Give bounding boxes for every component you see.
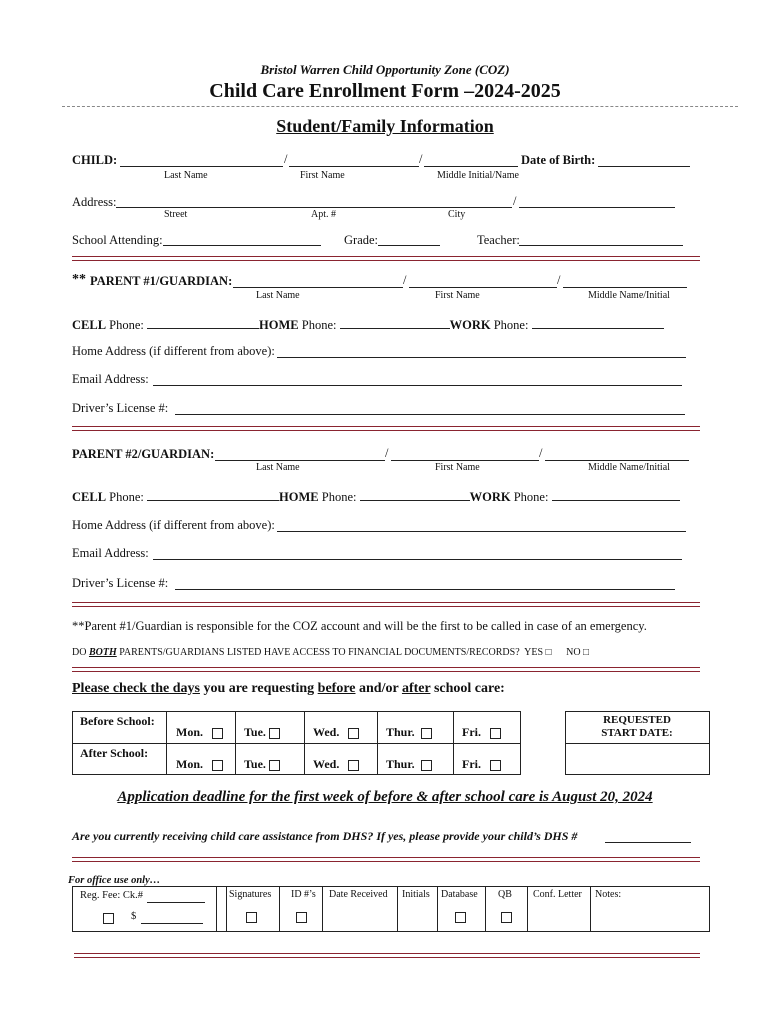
care-table-col: [304, 711, 305, 774]
care-table-col: [235, 711, 236, 774]
access-both: BOTH: [88, 647, 117, 658]
parent1-license-label: Driver’s License #:: [72, 401, 169, 415]
parent2-label: PARENT #2/GUARDIAN:: [72, 447, 215, 461]
address-city-field[interactable]: [519, 207, 675, 208]
child-label: CHILD:: [72, 153, 118, 167]
section-divider: [72, 426, 700, 431]
phone-label: Phone:: [318, 490, 357, 504]
checkbox[interactable]: [212, 760, 223, 771]
day-label: Mon.: [176, 757, 203, 771]
care-heading: [72, 681, 505, 697]
grade-field[interactable]: [378, 245, 440, 246]
access-question: [72, 647, 589, 658]
sub-label-first: First Name: [300, 170, 345, 181]
before-thur[interactable]: [386, 725, 432, 740]
parent2-cell-field[interactable]: [147, 489, 279, 501]
parent2-license-field[interactable]: [175, 589, 675, 590]
deadline-notice: Application deadline for the first week of before & after school care is August 20, 2024: [117, 789, 653, 805]
phone-label: Phone:: [106, 490, 144, 504]
dob-field[interactable]: [598, 166, 690, 167]
access-text: PARENTS/GUARDIANS LISTED HAVE ACCESS TO FINANCIAL DOCUMENTS/RECORDS?: [119, 647, 520, 658]
sub-label-street: Street: [164, 209, 188, 220]
grade-label: Grade:: [344, 233, 379, 247]
parent1-home-address-label: Home Address (if different from above):: [72, 344, 275, 358]
office-col: [437, 886, 438, 931]
office-col: [322, 886, 323, 931]
col-date-received: Date Received: [329, 889, 388, 900]
checkbox[interactable]: [269, 728, 280, 739]
reg-fee-amount-field[interactable]: [141, 923, 203, 924]
parent2-last-name-field[interactable]: [215, 460, 385, 461]
sub-label-last: Last Name: [256, 462, 300, 473]
parent2-work-phone-field[interactable]: [552, 489, 680, 501]
col-initials: Initials: [402, 889, 430, 900]
day-label: Tue.: [244, 725, 266, 739]
section-divider: [72, 256, 700, 261]
parent1-last-name-field[interactable]: [233, 287, 403, 288]
phone-label: Phone:: [106, 318, 144, 332]
access-do: DO: [72, 647, 87, 658]
col-ids: ID #’s: [291, 889, 316, 900]
sub-label-first: First Name: [435, 290, 480, 301]
address-street-field[interactable]: [116, 207, 512, 208]
sub-label-apt: Apt. #: [311, 209, 336, 220]
office-col: [485, 886, 486, 931]
parent2-first-name-field[interactable]: [391, 460, 539, 461]
before-school-label: Before School:: [80, 714, 155, 728]
cell-label: CELL: [72, 490, 107, 504]
parent1-home-address-field[interactable]: [277, 357, 686, 358]
ids-checkbox[interactable]: [296, 912, 307, 923]
care-heading-part: before: [317, 681, 356, 696]
slash: /: [539, 446, 543, 460]
footer-divider: [74, 953, 700, 958]
parent1-label: PARENT #1/GUARDIAN:: [90, 274, 233, 288]
slash: /: [403, 273, 407, 287]
sub-label-last: Last Name: [256, 290, 300, 301]
start-date-label: START DATE:: [601, 727, 673, 739]
office-use-label: For office use only…: [68, 875, 161, 886]
care-heading-part: school care:: [430, 681, 505, 696]
work-label: WORK: [469, 490, 511, 504]
before-tue[interactable]: [244, 725, 280, 740]
section-divider: [72, 602, 700, 607]
parent1-email-label: Email Address:: [72, 372, 149, 386]
dollar-sign: $: [131, 911, 137, 922]
col-notes: Notes:: [595, 889, 622, 900]
after-fri[interactable]: [462, 757, 501, 772]
col-conf-letter: Conf. Letter: [533, 889, 582, 900]
col-qb: QB: [498, 889, 512, 900]
parent1-phones: [72, 317, 664, 333]
day-label: Fri.: [462, 757, 481, 771]
school-label: School Attending:: [72, 233, 163, 247]
dob-label: Date of Birth:: [521, 153, 596, 167]
parent2-email-field[interactable]: [153, 559, 682, 560]
office-col: [527, 886, 528, 931]
qb-checkbox[interactable]: [501, 912, 512, 923]
after-mon[interactable]: [176, 757, 223, 772]
requested-label: REQUESTED: [603, 714, 671, 726]
parent2-home-phone-field[interactable]: [360, 489, 470, 501]
parent1-home-phone-field[interactable]: [340, 317, 450, 329]
parent1-license-field[interactable]: [175, 414, 685, 415]
parent1-cell-field[interactable]: [147, 317, 259, 329]
parent2-home-address-label: Home Address (if different from above):: [72, 518, 275, 532]
child-last-name-field[interactable]: [120, 166, 283, 167]
office-col: [226, 886, 227, 931]
form-title: Child Care Enrollment Form –2024-2025: [209, 80, 561, 102]
parent1-first-name-field[interactable]: [409, 287, 557, 288]
section-title: Student/Family Information: [276, 116, 494, 136]
sub-label-first: First Name: [435, 462, 480, 473]
day-label: Wed.: [313, 757, 340, 771]
checkbox[interactable]: [421, 728, 432, 739]
checkbox[interactable]: [421, 760, 432, 771]
responsibility-note: **Parent #1/Guardian is responsible for the COZ account and will be the first to be called in case of an emergency.: [72, 619, 647, 633]
reg-fee-label: Reg. Fee: Ck.#: [80, 890, 143, 901]
sub-label-middle: Middle Name/Initial: [588, 462, 670, 473]
child-first-name-field[interactable]: [289, 166, 419, 167]
parent2-home-address-field[interactable]: [277, 531, 686, 532]
after-tue[interactable]: [244, 757, 280, 772]
office-col: [279, 886, 280, 931]
phone-label: Phone:: [510, 490, 549, 504]
parent1-email-field[interactable]: [153, 385, 682, 386]
org-name: Bristol Warren Child Opportunity Zone (COZ): [260, 62, 510, 77]
checkbox[interactable]: [348, 728, 359, 739]
after-thur[interactable]: [386, 757, 432, 772]
home-label: HOME: [259, 318, 299, 332]
parent1-middle-name-field[interactable]: [563, 287, 687, 288]
child-middle-name-field[interactable]: [424, 166, 518, 167]
work-label: WORK: [449, 318, 491, 332]
section-divider: [72, 857, 700, 862]
care-table-col: [377, 711, 378, 774]
cell-label: CELL: [72, 318, 107, 332]
sub-label-middle: Middle Name/Initial: [588, 290, 670, 301]
day-label: Fri.: [462, 725, 481, 739]
checkbox[interactable]: [269, 760, 280, 771]
care-heading-part: Please check the days: [72, 681, 200, 696]
after-wed[interactable]: [313, 757, 359, 772]
start-date-field[interactable]: [566, 744, 708, 773]
section-divider: [72, 667, 700, 672]
slash: /: [419, 152, 423, 166]
slash: /: [513, 194, 517, 208]
teacher-label: Teacher:: [477, 233, 520, 247]
care-heading-part: and/or: [355, 681, 402, 696]
parent2-email-label: Email Address:: [72, 546, 149, 560]
dhs-question: Are you currently receiving child care assistance from DHS? If yes, please provide your child’s DHS #: [72, 829, 578, 843]
parent2-license-label: Driver’s License #:: [72, 576, 169, 590]
sub-label-last: Last Name: [164, 170, 208, 181]
parent1-work-phone-field[interactable]: [532, 317, 664, 329]
database-checkbox[interactable]: [455, 912, 466, 923]
checkbox[interactable]: [490, 728, 501, 739]
before-wed[interactable]: [313, 725, 359, 740]
phone-label: Phone:: [490, 318, 529, 332]
signatures-checkbox[interactable]: [246, 912, 257, 923]
checkbox[interactable]: [212, 728, 223, 739]
address-label: Address:: [72, 195, 117, 209]
slash: /: [284, 152, 288, 166]
header-divider: [62, 106, 738, 107]
office-col: [216, 886, 217, 931]
day-label: Thur.: [386, 725, 415, 739]
before-mon[interactable]: [176, 725, 223, 740]
care-heading-part: you are requesting: [199, 681, 318, 696]
sub-label-middle: Middle Initial/Name: [437, 170, 519, 181]
phone-label: Phone:: [298, 318, 337, 332]
after-school-label: After School:: [80, 746, 149, 760]
care-table-col: [166, 711, 167, 774]
teacher-field[interactable]: [519, 245, 683, 246]
sub-label-city: City: [448, 209, 466, 220]
access-no-checkbox[interactable]: NO □: [566, 647, 590, 658]
care-heading-part: after: [401, 681, 431, 696]
parent2-phones: [72, 489, 680, 505]
slash: /: [385, 446, 389, 460]
parent1-stars: **: [72, 272, 86, 287]
school-field[interactable]: [163, 245, 321, 246]
day-label: Tue.: [244, 757, 266, 771]
office-col: [397, 886, 398, 931]
access-yes-checkbox[interactable]: YES □: [524, 647, 552, 658]
col-database: Database: [441, 889, 478, 900]
home-label: HOME: [279, 490, 319, 504]
dhs-number-field[interactable]: [605, 842, 691, 843]
reg-fee-checkbox[interactable]: [103, 913, 114, 924]
care-table-col: [453, 711, 454, 774]
office-col: [590, 886, 591, 931]
day-label: Thur.: [386, 757, 415, 771]
day-label: Mon.: [176, 725, 203, 739]
parent2-middle-name-field[interactable]: [545, 460, 689, 461]
reg-fee-check-field[interactable]: [147, 902, 205, 903]
col-signatures: Signatures: [229, 889, 272, 900]
checkbox[interactable]: [348, 760, 359, 771]
before-fri[interactable]: [462, 725, 501, 740]
day-label: Wed.: [313, 725, 340, 739]
slash: /: [557, 273, 561, 287]
checkbox[interactable]: [490, 760, 501, 771]
